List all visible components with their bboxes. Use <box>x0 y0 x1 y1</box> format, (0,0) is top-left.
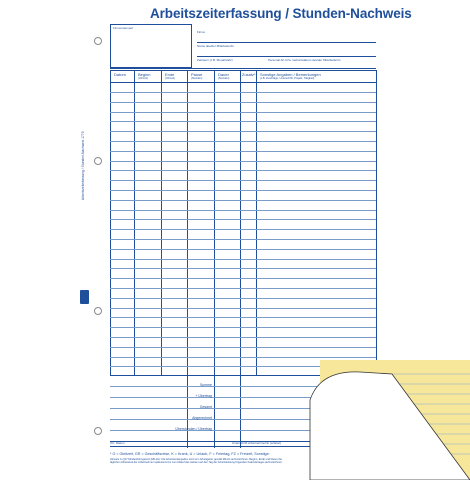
table-row-line <box>110 92 376 93</box>
table-row-line <box>110 190 376 191</box>
col-sub-dauer: (Stunden) <box>218 77 230 80</box>
punch-hole-middle <box>94 157 102 165</box>
table-row-line <box>110 337 376 338</box>
side-print-text: Arbeitszeiterfassung / Stunden-Nachweis 1779 <box>81 131 85 200</box>
fine-print <box>110 458 283 464</box>
firma-label: Firma <box>197 30 205 34</box>
col-label-bemerkungen: Sonstige Angaben / Bemerkungen <box>260 72 321 77</box>
fine-print-line: täglichen Arbeitszeit der Arbeitnehmer spätestens bis zum Ablauf des siebten auf den Tag der Arbeitsleistung folgenden Kalendertages aufzuzeichnen. <box>110 461 283 465</box>
col-sub-beginn: (Uhrzeit) <box>138 77 148 80</box>
form-title: Arbeitszeiterfassung / Stunden-Nachweis <box>150 6 412 21</box>
grid-col-sep <box>256 70 257 375</box>
legend-text: * G = Gleitzeit, GR = Geschäftsreise, K = Krank, U = Urlaub, F = Feiertag, FZ = Freizeit, Sonstige: <box>110 452 270 456</box>
table-row-line <box>110 268 376 269</box>
stamp-label: Firmenstempel <box>113 26 133 30</box>
table-row-line <box>110 298 376 299</box>
summary-label-uebertrag: + Übertrag <box>195 394 212 398</box>
table-row-line <box>110 70 376 71</box>
table-row-line <box>110 131 376 132</box>
table-row-line <box>110 170 376 171</box>
summary-label-ueberstunden: Überstunden / Übertrag <box>175 427 212 431</box>
summary-label-summe: Summe <box>199 383 212 387</box>
col-label-beginn: Beginn <box>138 72 151 77</box>
table-row-line <box>110 210 376 211</box>
table-row-line <box>110 278 376 279</box>
table-row-line <box>110 239 376 240</box>
table-row-line <box>110 82 376 83</box>
name-label: Name des/der Mitarbeiter/in <box>197 44 235 48</box>
table-row-line <box>110 308 376 309</box>
name-line[interactable] <box>197 56 376 57</box>
col-sub-pause: (Stunden) <box>191 77 203 80</box>
grid-col-sep <box>161 70 162 375</box>
punch-hole-top <box>94 37 102 45</box>
table-row-line <box>110 347 376 348</box>
table-row-line <box>110 259 376 260</box>
col-sub-ende: (Uhrzeit) <box>165 77 175 80</box>
table-row-line <box>110 112 376 113</box>
firma-line[interactable] <box>197 42 376 43</box>
table-row-line <box>110 327 376 328</box>
employee-signature-label: Unterschrift Arbeitnehmer/in (erfasst) <box>232 441 282 445</box>
header-bottom-line <box>110 68 376 69</box>
col-label-pause: Pause <box>191 72 203 77</box>
table-row-line <box>110 357 376 358</box>
table-row-line <box>110 229 376 230</box>
grid-border-left <box>110 70 111 375</box>
summary-label-abgerechnet: Abgerechnet <box>192 416 212 420</box>
col-label-ende: Ende <box>165 72 175 77</box>
ort-datum-label: Ort, Datum <box>110 441 125 445</box>
table-row-line <box>110 141 376 142</box>
company-stamp-box <box>110 24 192 68</box>
table-row-line <box>110 151 376 152</box>
col-label-dauer: Dauer <box>218 72 229 77</box>
table-row-line <box>110 249 376 250</box>
table-row-line <box>110 317 376 318</box>
table-row-line <box>110 219 376 220</box>
table-row-line <box>110 161 376 162</box>
table-row-line <box>110 288 376 289</box>
summary-label-gesamt: Gesamt <box>199 405 212 409</box>
table-row-line <box>110 121 376 122</box>
page-curl-corner <box>300 360 470 480</box>
col-sub-bemerkungen: (z.B. Zuschläge, Unterschrift, Projekt, Tätigkeit) <box>260 77 315 80</box>
zeitraum-label: Zeitraum (z.B. Monat/Jahr) <box>197 58 233 62</box>
col-label-zusatz: Zusatz* <box>242 72 256 77</box>
brand-logo <box>80 290 89 304</box>
punch-hole-bottom <box>94 427 102 435</box>
table-row-line <box>110 102 376 103</box>
personal-label: Personal-Nr. bzw. Geburtsdatum des/der Mitarbeiter/in <box>268 58 341 62</box>
punch-hole-lower <box>94 307 102 315</box>
table-row-line <box>110 200 376 201</box>
fine-print-line: Hinweis zu §17 Mindestlohngesetz (MiLoG): Die Arbeitszeitangaben sind vom Arbeitgeber gemäß MiLoG aufzuzeichnen. Beginn, Ende und Dauer der <box>110 458 283 461</box>
grid-col-sep <box>134 70 135 375</box>
col-label-datum: Datum <box>114 72 126 77</box>
table-row-line <box>110 180 376 181</box>
